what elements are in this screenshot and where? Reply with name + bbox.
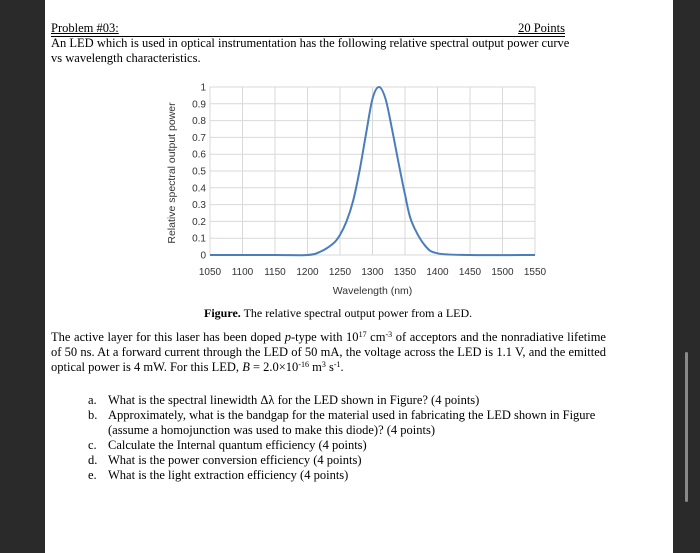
y-axis-title: Relative spectral output power [166,102,178,244]
x-tick-label: 1200 [296,267,319,278]
question-letter: b. [88,408,98,422]
problem-intro: An LED which is used in optical instrumentation has the following relative spectral output power curve vs wavelength characteristics. [51,36,570,65]
y-tick-label: 0.5 [192,166,206,178]
question-list [88,393,613,483]
question-text: What is the light extraction efficiency (4 points) [108,468,349,482]
para-text-7: s [325,360,334,374]
para-text-8: . [340,360,344,374]
para-text-4: of acceptors and the nonradiative lifetime of 50 ns. At a forward current through the LED of 50 mA, the voltage across the LED is 1.1 V, and the emitted optical power is 4 mW. For this LED, [51,330,606,374]
x-tick-label: 1150 [264,267,286,278]
y-tick-label: 0.1 [192,233,206,245]
question-letter: c. [88,438,97,452]
y-tick-label: 0 [200,250,206,262]
para-text-3: cm [366,330,386,344]
question-letter: d. [88,453,98,467]
para-text-6: m [308,360,322,374]
y-tick-label: 0.7 [192,132,206,144]
spectral-output-chart [150,78,550,303]
question-item [88,468,613,483]
figure-label: Figure. [204,306,241,320]
para-sup-3: -16 [298,360,309,369]
y-tick-label: 0.2 [192,216,206,228]
y-tick-label: 0.4 [192,183,206,195]
problem-points: 20 Points [518,21,565,35]
y-tick-label: 0.8 [192,116,206,128]
para-sup-1: 17 [358,330,367,339]
question-item [88,408,613,438]
scrollbar[interactable] [685,352,688,502]
y-tick-label: 0.3 [192,200,206,212]
para-p-italic: p [284,330,291,344]
question-item [88,453,613,468]
question-item [88,393,613,408]
para-b-italic: B [242,360,250,374]
problem-paragraph [51,330,606,375]
problem-header [51,21,565,37]
question-letter: e. [88,468,97,482]
x-tick-label: 1300 [361,267,384,278]
question-text: What is the spectral linewidth Δλ for the LED shown in Figure? (4 points) [108,393,480,407]
question-text: Calculate the Internal quantum efficiency (4 points) [108,438,367,452]
question-letter: a. [88,393,97,407]
x-tick-label: 1050 [198,267,222,278]
x-tick-label: 1550 [523,267,547,278]
para-sup-4: 3 [321,360,326,369]
x-tick-label: 1350 [393,267,417,278]
y-tick-label: 0.6 [192,149,206,161]
x-tick-label: 1500 [491,267,514,278]
x-tick-label: 1250 [328,267,352,278]
question-text: Approximately, what is the bandgap for the material used in fabricating the LED shown in Figure (assume a homojunction was used to make this diode)? (4 points) [108,408,596,437]
x-axis-title: Wavelength (nm) [332,285,413,297]
y-tick-label: 0.9 [192,99,206,111]
para-text-5: = 2.0×10 [249,360,299,374]
question-item [88,438,613,453]
x-tick-label: 1100 [231,267,254,278]
question-text: What is the power conversion efficiency (4 points) [108,453,362,467]
problem-number: Problem #03: [51,21,119,35]
x-tick-label: 1400 [426,267,449,278]
para-sup-2: -3 [385,330,393,339]
para-text-1: The active layer for this laser has been doped [51,330,285,344]
figure-caption [204,306,554,321]
x-tick-label: 1450 [458,267,482,278]
y-tick-label: 1 [200,82,206,94]
figure-caption-text: The relative spectral output power from a LED. [240,306,473,320]
para-text-2: -type with 10 [290,330,359,344]
para-sup-5: -1 [333,360,341,369]
